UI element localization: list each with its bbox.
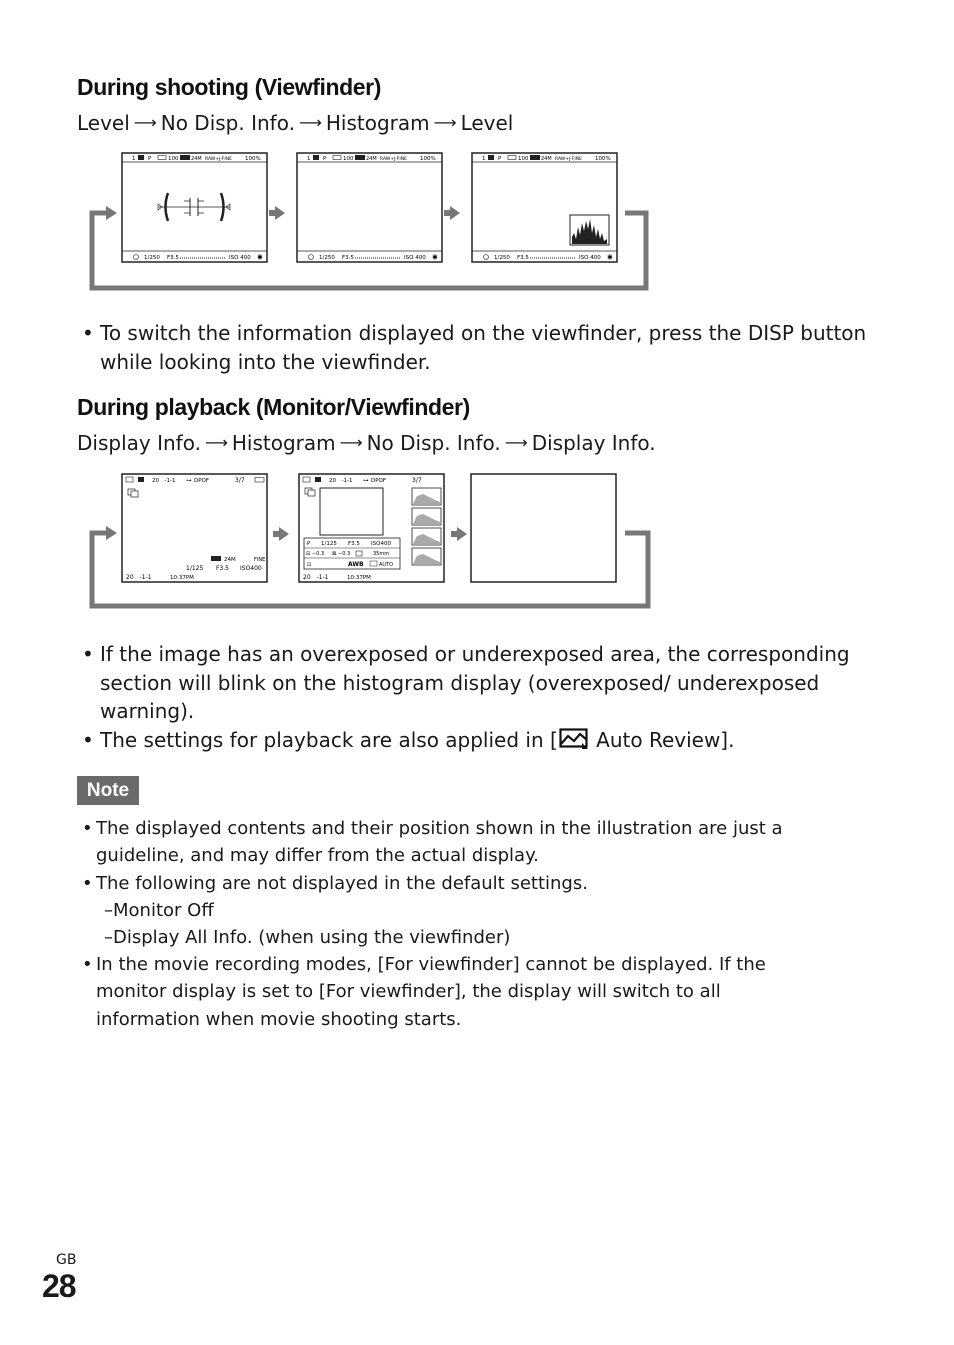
- svg-text:1/125: 1/125: [321, 541, 337, 547]
- arrow-right-icon: ⟶: [204, 433, 228, 452]
- note-label: Note: [77, 776, 139, 805]
- svg-text:DPOF: DPOF: [371, 478, 387, 484]
- screen-playback-no-disp-info: [471, 474, 616, 582]
- bullet-icon: •: [82, 642, 94, 666]
- svg-text:P: P: [323, 156, 327, 162]
- svg-text:1: 1: [482, 156, 486, 162]
- svg-text:P: P: [498, 156, 502, 162]
- svg-text:100: 100: [343, 156, 354, 162]
- svg-text:P: P: [307, 541, 311, 547]
- viewfinder-display-diagram: [85, 148, 655, 296]
- svg-text:ISO400: ISO400: [240, 565, 262, 572]
- bullet-icon: •: [82, 954, 93, 975]
- note-subitem: –Monitor Off: [104, 900, 214, 921]
- section-heading-playback: During playback (Monitor/Viewfinder): [77, 394, 470, 420]
- screen-playback-histogram: [299, 474, 444, 582]
- svg-text:24M: 24M: [366, 156, 377, 162]
- svg-text:35mm: 35mm: [373, 551, 390, 557]
- svg-text:AUTO: AUTO: [379, 562, 394, 568]
- note-item: • In the movie recording modes, [For viewfinder] cannot be displayed. If the monitor display is set to [For viewfinder], the display will switch to all information when movie shooting starts.: [82, 951, 796, 1033]
- svg-text:−0.3: −0.3: [312, 551, 325, 557]
- svg-text:⊟: ⊟: [306, 551, 311, 557]
- svg-text:ISO 400: ISO 400: [229, 255, 251, 261]
- bullet-icon: •: [82, 728, 94, 752]
- arrow-right-icon: ⟶: [133, 113, 157, 132]
- svg-text:1: 1: [307, 156, 311, 162]
- page-number: 28: [42, 1268, 76, 1304]
- screen-level: [122, 153, 267, 262]
- note-item: • The displayed contents and their position shown in the illustration are just a guideline, and may differ from the actual display.: [82, 815, 856, 870]
- svg-text:24M: 24M: [224, 557, 236, 563]
- svg-text:AWB: AWB: [348, 561, 364, 568]
- svg-text:20 -1-1: 20 -1-1: [152, 478, 176, 484]
- arrow-right-icon: [457, 527, 467, 541]
- display-sequence-playback: [77, 431, 656, 455]
- svg-text:1/250: 1/250: [144, 255, 160, 261]
- arrow-right-icon: [450, 206, 460, 220]
- svg-text:F3.5: F3.5: [348, 541, 360, 547]
- bullet-icon: •: [82, 818, 93, 839]
- arrow-right-icon: ⟶: [298, 113, 322, 132]
- svg-text:20 -1-1: 20 -1-1: [329, 478, 353, 484]
- svg-text:100%: 100%: [595, 156, 611, 162]
- svg-text:DPOF: DPOF: [194, 478, 210, 484]
- svg-text:⊶: ⊶: [186, 478, 192, 484]
- seq-item: Level: [460, 111, 514, 135]
- auto-review-icon: [559, 728, 589, 750]
- svg-text:ISO 400: ISO 400: [404, 255, 426, 261]
- bullet-icon: •: [82, 321, 94, 345]
- svg-text:ISO 400: ISO 400: [579, 255, 601, 261]
- arrow-right-icon: [279, 527, 289, 541]
- note-item: • The following are not displayed in the default settings.: [82, 870, 856, 897]
- arrow-right-icon: [275, 206, 285, 220]
- svg-text:1/125: 1/125: [186, 565, 204, 572]
- svg-text:⊶: ⊶: [363, 478, 369, 484]
- svg-text:F3.5: F3.5: [342, 255, 354, 261]
- bullet-item: • The settings for playback are also applied in [ Auto Review].: [82, 726, 890, 755]
- seq-item: No Disp. Info.: [160, 111, 295, 135]
- top-bar-text: 1: [132, 156, 136, 162]
- svg-text:−0.3: −0.3: [338, 551, 351, 557]
- svg-text:24M: 24M: [541, 156, 552, 162]
- svg-text:RAW+J-FINE: RAW+J-FINE: [205, 157, 232, 162]
- seq-item: Histogram: [231, 431, 336, 455]
- svg-text:10:37PM: 10:37PM: [170, 575, 194, 581]
- arrow-right-icon: ⟶: [504, 433, 528, 452]
- loop-arrow-head-icon: [106, 526, 117, 540]
- svg-text:1/250: 1/250: [494, 255, 510, 261]
- arrow-right-icon: ⟶: [339, 433, 363, 452]
- svg-text:⊠: ⊠: [332, 551, 337, 557]
- svg-text:FINE: FINE: [254, 557, 266, 563]
- svg-text:P: P: [148, 156, 152, 162]
- svg-text:✱: ✱: [257, 253, 263, 262]
- svg-text:⊡: ⊡: [307, 562, 312, 568]
- display-sequence-shooting: [77, 111, 513, 135]
- svg-text:10:37PM: 10:37PM: [347, 575, 371, 581]
- screen-histogram: [472, 153, 617, 262]
- svg-text:3/7: 3/7: [235, 477, 245, 484]
- svg-text:20 -1-1: 20 -1-1: [303, 574, 329, 581]
- svg-text:100%: 100%: [420, 156, 436, 162]
- svg-text:1/250: 1/250: [319, 255, 335, 261]
- arrow-right-icon: ⟶: [433, 113, 457, 132]
- seq-item: Display Info.: [77, 431, 201, 455]
- bullet-item: • To switch the information displayed on the viewfinder, press the DISP button while looking into the viewfinder.: [82, 321, 867, 374]
- svg-text:20 -1-1: 20 -1-1: [126, 574, 152, 581]
- loop-arrow-head-icon: [106, 206, 117, 220]
- seq-item: No Disp. Info.: [366, 431, 501, 455]
- svg-text:RAW+J-FINE: RAW+J-FINE: [555, 157, 582, 162]
- playback-display-diagram: [85, 469, 655, 617]
- svg-text:✱: ✱: [607, 253, 613, 262]
- svg-text:ISO400: ISO400: [371, 541, 391, 547]
- seq-item: Display Info.: [531, 431, 656, 455]
- svg-text:F3.5: F3.5: [216, 565, 229, 572]
- svg-text:✱: ✱: [432, 253, 438, 262]
- region-code: GB: [56, 1252, 77, 1268]
- svg-text:100%: 100%: [245, 156, 261, 162]
- note-subitem: –Display All Info. (when using the viewfinder): [104, 927, 511, 948]
- bullet-icon: •: [82, 873, 93, 894]
- svg-text:F3.5: F3.5: [517, 255, 529, 261]
- seq-item: Histogram: [325, 111, 430, 135]
- svg-text:100: 100: [518, 156, 529, 162]
- svg-text:RAW+J-FINE: RAW+J-FINE: [380, 157, 407, 162]
- bullet-item: • If the image has an overexposed or underexposed area, the corresponding section will blink on the histogram display (overexposed/ underexposed warning).: [82, 642, 850, 724]
- svg-text:3/7: 3/7: [412, 477, 422, 484]
- svg-text:24M: 24M: [191, 156, 202, 162]
- screen-display-info: [122, 474, 267, 582]
- seq-item: Level: [77, 111, 130, 135]
- svg-text:100: 100: [168, 156, 179, 162]
- thumbnail-frame: [320, 488, 383, 535]
- svg-text:F3.5: F3.5: [167, 255, 179, 261]
- section-heading-shooting: During shooting (Viewfinder): [77, 74, 381, 100]
- screen-no-disp-info: [297, 153, 442, 262]
